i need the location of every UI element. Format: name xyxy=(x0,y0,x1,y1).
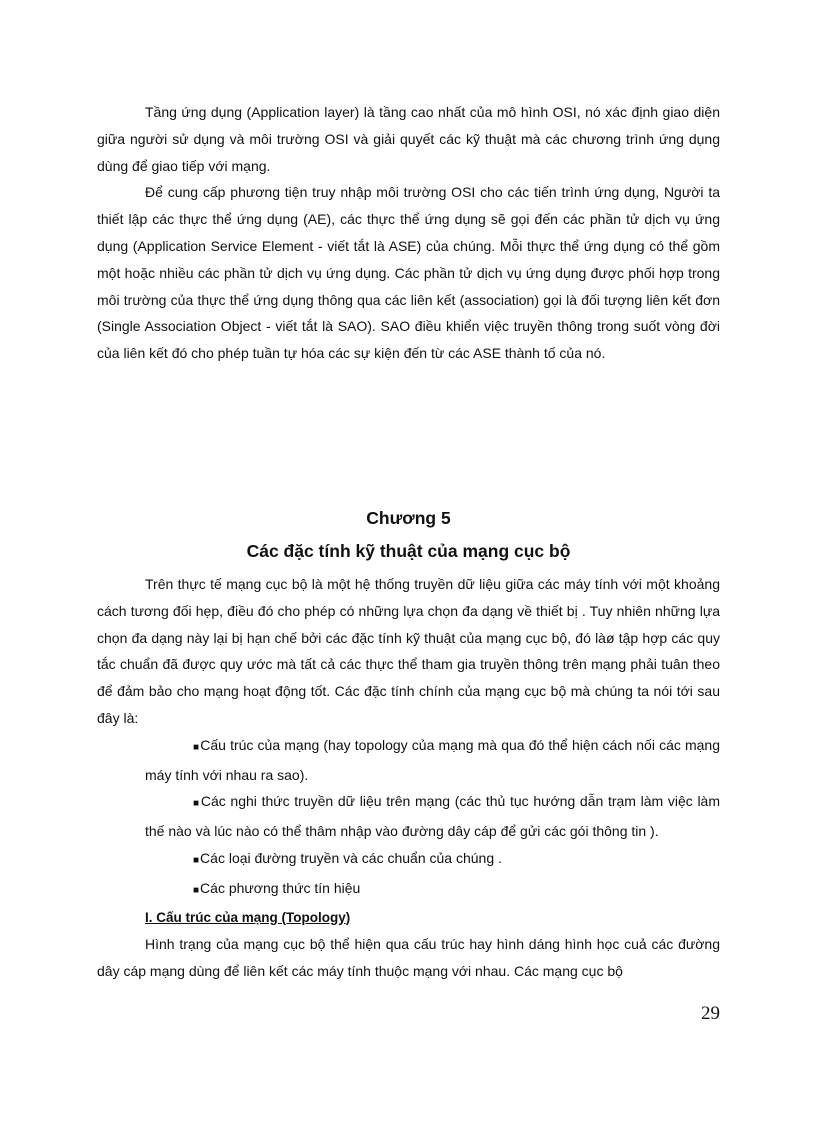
bullet-icon: ■ xyxy=(193,884,200,896)
paragraph: Để cung cấp phương tiện truy nhập môi trường OSI cho các tiến trình ứng dụng, Người ta thiết lập các thực thể ứng dụng (AE), các thực thể ứng dụng sẽ gọi đến các phần tử dịch vụ ứng dụng (Application Service Element - viết tắt là ASE) của chúng. Mỗi thực thể ứng dụng có thể gồm một hoặc nhiều các phần tử dịch vụ ứng dụng. Các phần tử dịch vụ ứng dụng được phối hợp trong môi trường của thực thể ứng dụng thông qua các liên kết (association) gọi là đối tượng liên kết đơn (Single Association Object - viết tắt là SAO). SAO điều khiển việc truyền thông trong suốt vòng đời của liên kết đó cho phép tuần tự hóa các sự kiện đến từ các ASE thành tố của nó. xyxy=(97,184,720,362)
bullet-icon: ■ xyxy=(193,854,200,866)
bullet-icon: ■ xyxy=(193,741,200,753)
paragraph: Hình trạng của mạng cục bộ thể hiện qua cấu trúc hay hình dáng hình học cuả các đường dây cáp mạng dùng để liên kết các máy tính thuộc mạng với nhau. Các mạng cục bộ xyxy=(97,936,720,980)
list-item-text: Cấu trúc của mạng (hay topology của mạng mà qua đó thể hiện cách nối các mạng máy tính với nhau ra sao). xyxy=(145,736,720,783)
chapter-number: Chương 5 xyxy=(366,508,451,528)
list-item-text: Các nghi thức truyền dữ liệu trên mạng (các thủ tục hướng dẫn trạm làm việc làm thế nào và lúc nào có thể thâm nhập vào đường dây cáp để gửi các gói thông tin ). xyxy=(145,793,720,840)
paragraph: Trên thực tế mạng cục bộ là một hệ thống truyền dữ liệu giữa các máy tính với một khoảng cách tương đối hẹp, điều đó cho phép có những lựa chọn đa dạng về thiết bị . Tuy nhiên những lựa chọn đa dạng này lại bị hạn chế bởi các đặc tính kỹ thuật của mạng cục bộ, đó làø tập hợp các quy tắc chuẩn đã được quy ước mà tất cả các thực thể tham gia truyền thông trên mạng phải tuân theo để đảm bảo cho mạng hoạt động tốt. Các đặc tính chính của mạng cục bộ mà chúng ta nói tới sau đây là: xyxy=(97,576,720,726)
list-item-text: Các loại đường truyền và các chuẩn của chúng . xyxy=(200,849,502,866)
paragraph: Tầng ứng dụng (Application layer) là tầng cao nhất của mô hình OSI, nó xác định giao diện giữa người sử dụng và môi trường OSI và giải quyết các kỹ thuật mà các chương trình ứng dụng dùng để giao tiếp với mạng. xyxy=(97,104,720,174)
list-item xyxy=(97,732,720,789)
list-item xyxy=(97,788,720,845)
list-item xyxy=(97,875,720,905)
chapter-title: Các đặc tính kỹ thuật của mạng cục bộ xyxy=(246,541,571,561)
bullet-icon: ■ xyxy=(193,798,200,810)
section-application-layer xyxy=(97,99,720,367)
list-item xyxy=(97,845,720,875)
page-number: 29 xyxy=(701,1003,720,1024)
section-heading-topology: I. Cấu trúc của mạng (Topology) xyxy=(145,909,351,925)
list-item-text: Các phương thức tín hiệu xyxy=(200,879,361,896)
section-lan-characteristics xyxy=(97,571,720,985)
